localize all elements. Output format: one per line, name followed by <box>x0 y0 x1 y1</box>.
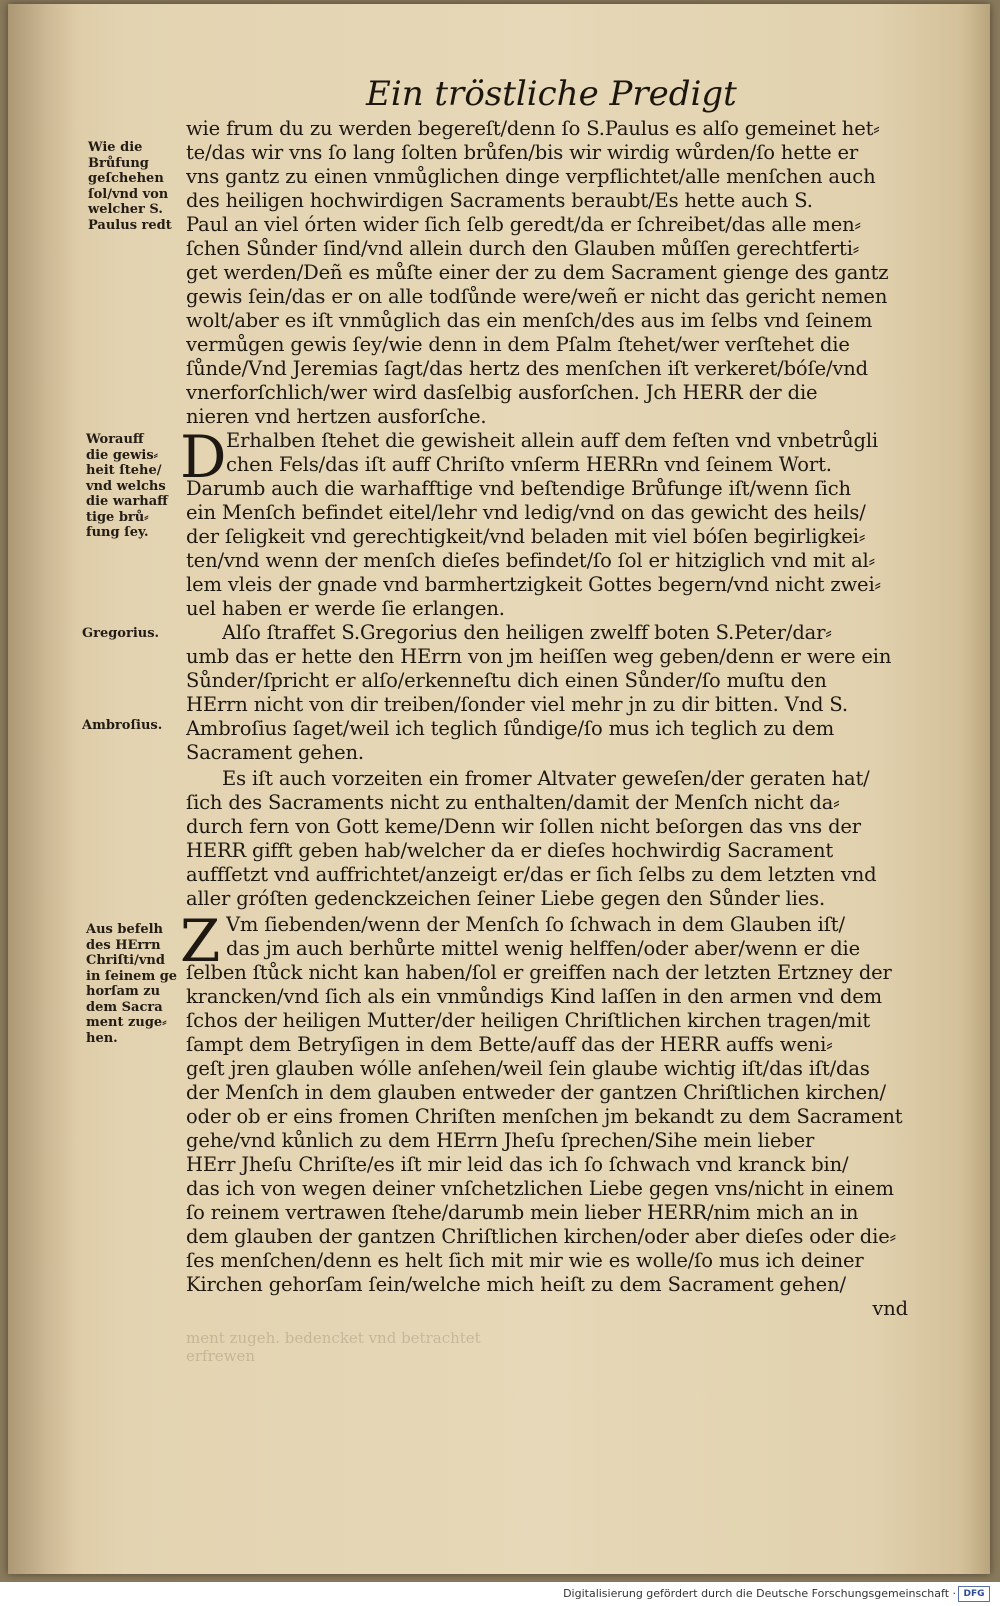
text-line: wie frum du zu werden begereſt/denn ſo S.Paulus es alſo gemeinet het⸗ <box>186 117 880 140</box>
text-line: vermůgen gewis ſey/wie denn in dem Pſalm ſtehet/wer verſtehet die <box>186 333 850 356</box>
digitization-footer <box>0 1582 1000 1606</box>
text-line: HErr Jheſu Chriſte/es iſt mir leid das ich ſo ſchwach vnd kranck bin/ <box>186 1153 849 1176</box>
text-line: des heiligen hochwirdigen Sacraments beraubt/Es hette auch S. <box>186 189 813 212</box>
text-line: wolt/aber es iſt vnmůglich das ein menſch/des aus im ſelbs vnd ſeinem <box>186 309 873 332</box>
drop-initial: Z <box>180 907 221 975</box>
footer-credit: Digitalisierung gefördert durch die Deutsche Forschungsgemeinschaft · <box>563 1587 956 1600</box>
bleed-through-line: erfrewen <box>186 1347 256 1365</box>
margin-note-line: Brůfung <box>88 155 149 171</box>
margin-note-line: des HErrn <box>86 937 161 953</box>
text-line: Vm ſiebenden/wenn der Menſch ſo ſchwach in dem Glauben iſt/ <box>226 913 845 936</box>
margin-note-line: Chriſti/vnd <box>86 953 165 968</box>
text-line: aller gróſten gedenckzeichen ſeiner Liebe gegen den Sůnder lies. <box>186 887 826 910</box>
bleed-through-text <box>186 1329 746 1369</box>
margin-note <box>82 718 162 734</box>
text-line: ſampt dem Betryſigen in dem Bette/auff das der HERR auffs weni⸗ <box>186 1033 833 1056</box>
margin-note-line: fung ſey. <box>86 525 149 540</box>
text-line: geſt jren glauben wólle anſehen/weil ſein glaube wichtig iſt/das iſt/das <box>186 1057 870 1080</box>
margin-note-line: Worauff <box>86 432 144 447</box>
text-line: HERR gifft geben hab/welcher da er dieſes hochwirdig Sacrament <box>186 839 834 862</box>
margin-note <box>88 140 172 233</box>
text-line: Alſo ſtraffet S.Gregorius den heiligen zwelff boten S.Peter/dar⸗ <box>222 621 832 644</box>
margin-note-line: die warhaff <box>86 494 168 509</box>
text-line: ſůnde/Vnd Jeremias ſagt/das hertz des menſchen iſt verkeret/bóſe/vnd <box>186 357 869 380</box>
margin-note-line: in ſeinem ge <box>86 968 178 984</box>
margin-note <box>86 432 168 541</box>
text-line: ein Menſch befindet eitel/lehr vnd ledig/vnd on das gewicht des heils/ <box>186 501 866 524</box>
text-line: uel haben er werde ſie erlangen. <box>186 597 505 620</box>
text-line: Sacrament gehen. <box>186 741 364 764</box>
text-line: umb das er hette den HErrn von jm heiſſen weg geben/denn er were ein <box>186 645 892 668</box>
text-line: HErrn nicht von dir treiben/ſonder viel mehr jn zu dir bitten. Vnd S. <box>186 693 848 716</box>
text-line: ſchos der heiligen Mutter/der heiligen Chriſtlichen kirchen tragen/mit <box>186 1009 871 1032</box>
text-line: das jm auch berhůrte mittel wenig helffen/oder aber/wenn er die <box>226 937 861 960</box>
text-line: vnerforſchlich/wer wird dasſelbig ausforſchen. Jch HERR der die <box>186 381 818 404</box>
margin-note-line: Ambroſius. <box>82 718 163 733</box>
text-line: Paul an viel órten wider ſich ſelb geredt/da er ſchreibet/das alle men⸗ <box>186 213 861 236</box>
margin-note-line: horſam zu <box>86 984 161 999</box>
text-line: ten/vnd wenn der menſch dieſes befindet/ſo ſol er hitziglich vnd mit al⸗ <box>186 549 875 572</box>
text-line: Kirchen gehorſam ſein/welche mich heiſt zu dem Sacrament gehen/ <box>186 1273 846 1296</box>
running-title: Ein tröstliche Predigt <box>366 74 737 114</box>
text-line: das ich von wegen deiner vnſchetzlichen Liebe gegen vns/nicht in einem <box>186 1177 894 1200</box>
margin-note-line: ſol/vnd von <box>88 186 169 202</box>
margin-note-line: geſchehen <box>88 171 164 186</box>
text-line: ſes menſchen/denn es helt ſich mit mir wie es wolle/ſo mus ich deiner <box>186 1249 864 1272</box>
text-line: gewis ſein/das er on alle todſůnde were/weñ er nicht das gericht nemen <box>186 285 888 308</box>
margin-note-line: heit ſtehe/ <box>86 463 162 478</box>
text-line: Erhalben ſtehet die gewisheit allein auff dem feſten vnd vnbetrůgli <box>226 429 879 452</box>
margin-note <box>86 922 177 1046</box>
book-page <box>8 4 990 1574</box>
text-line: oder ob er eins fromen Chriſten menſchen jm bekandt zu dem Sacrament <box>186 1105 903 1128</box>
drop-initial: D <box>180 423 227 491</box>
margin-note-line: tige brů⸗ <box>86 509 149 525</box>
text-line: te/das wir vns ſo lang ſolten brůfen/bis wir wirdig wůrden/ſo hette er <box>186 141 859 164</box>
catchword: vnd <box>872 1297 908 1320</box>
text-line: vns gantz zu einen vnmůglichen dinge verpflichtet/alle menſchen auch <box>186 165 876 188</box>
text-line: chen Fels/das iſt auff Chriſto vnſerm HERRn vnd ſeinem Wort. <box>226 453 832 476</box>
text-line: krancken/vnd ſich als ein vnmůndigs Kind laſſen in den armen vnd dem <box>186 985 883 1008</box>
text-line: get werden/Deñ es můſte einer der zu dem Sacrament gienge des gantz <box>186 261 889 284</box>
text-line: auffſetzt vnd auffrichtet/anzeigt er/das er ſich ſelbs zu dem letzten vnd <box>186 863 877 886</box>
dfg-logo: DFG <box>958 1586 990 1602</box>
text-line: nieren vnd hertzen ausforſche. <box>186 405 487 428</box>
margin-note-line: dem Sacra <box>86 999 163 1015</box>
text-line: gehe/vnd kůnlich zu dem HErrn Jheſu ſprechen/Sihe mein lieber <box>186 1129 815 1152</box>
margin-note-line: ment zuge⸗ <box>86 1015 167 1030</box>
margin-note-line: Paulus redt <box>88 217 172 233</box>
text-line: der ſeligkeit vnd gerechtigkeit/vnd beladen mit viel bóſen begirligkei⸗ <box>186 525 866 548</box>
text-line: Ambroſius ſaget/weil ich teglich ſůndige/ſo mus ich teglich zu dem <box>186 717 835 740</box>
margin-note-line: welcher S. <box>88 202 163 217</box>
margin-note-line: Aus befelh <box>86 922 163 937</box>
text-line: der Menſch in dem glauben entweder der gantzen Chriſtlichen kirchen/ <box>186 1081 886 1104</box>
text-line: Sůnder/ſpricht er alſo/erkenneſtu dich einen Sůnder/ſo muſtu den <box>186 669 827 692</box>
margin-note-line: hen. <box>86 1030 118 1046</box>
margin-note-line: die gewis⸗ <box>86 447 158 463</box>
text-line: ſelben ſtůck nicht kan haben/ſol er greiffen nach der letzten Ertzney der <box>186 961 892 984</box>
text-line: ſchen Sůnder ſind/vnd allein durch den Glauben můſſen gerechtferti⸗ <box>186 237 860 260</box>
margin-note-line: Wie die <box>88 140 143 155</box>
margin-note-line: Gregorius. <box>82 626 160 641</box>
text-line: Es iſt auch vorzeiten ein fromer Altvater geweſen/der geraten hat/ <box>222 767 870 790</box>
margin-note-line: vnd welchs <box>86 478 166 494</box>
text-line: ſo reinem vertrawen ſtehe/darumb mein lieber HERR/nim mich an in <box>186 1201 859 1224</box>
text-line: Darumb auch die warhafftige vnd beſtendige Brůfunge iſt/wenn ſich <box>186 477 851 500</box>
text-line: lem vleis der gnade vnd barmhertzigkeit Gottes begern/vnd nicht zwei⸗ <box>186 573 881 596</box>
bleed-through-line: ment zugeh. bedencket vnd betrachtet <box>186 1329 481 1347</box>
text-line: dem glauben der gantzen Chriſtlichen kirchen/oder aber dieſes oder die⸗ <box>186 1225 896 1248</box>
text-line: durch fern von Gott keme/Denn wir ſollen nicht beſorgen das vns der <box>186 815 861 838</box>
text-line: ſich des Sacraments nicht zu enthalten/damit der Menſch nicht da⸗ <box>186 791 840 814</box>
margin-note <box>82 626 159 642</box>
